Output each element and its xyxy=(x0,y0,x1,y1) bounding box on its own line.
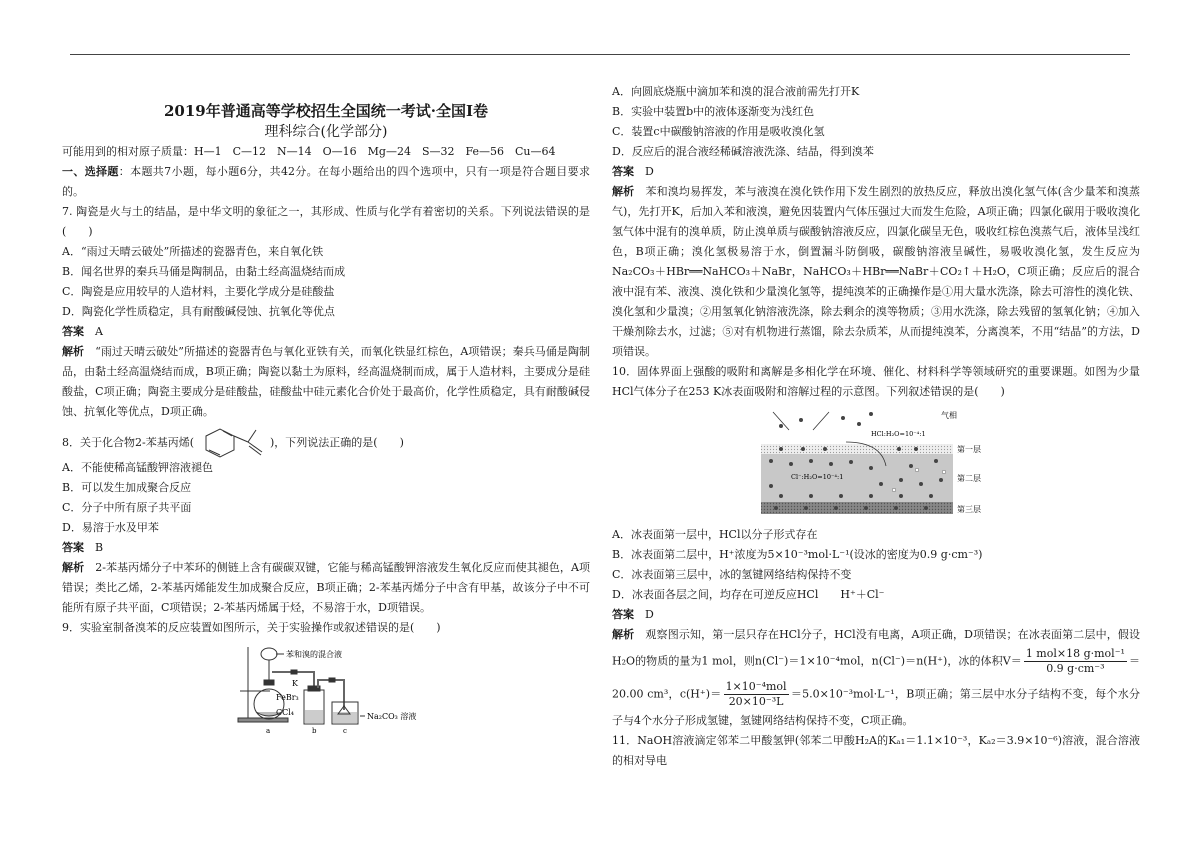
q9-stem: 9．实验室制备溴苯的反应装置如图所示，关于实验操作或叙述错误的是( ) xyxy=(62,621,441,634)
q8-answer xyxy=(62,538,590,558)
analysis-label: 解析 xyxy=(612,185,635,198)
left-column xyxy=(62,100,590,738)
header-rule xyxy=(70,54,1130,55)
answer-label: 答案 xyxy=(612,608,634,621)
q8-analysis xyxy=(62,558,590,618)
label-layer-1: 第一层 xyxy=(957,445,981,454)
q9-option-a: A．向圆底烧瓶中滴加苯和溴的混合液前需先打开K xyxy=(612,85,860,98)
q10-option-d: D．冰表面各层之间，均存在可逆反应HCl H⁺＋Cl⁻ xyxy=(612,588,885,601)
answer-value: D xyxy=(645,608,654,621)
analysis-text: 键，氢键网络结构保持不变，C项正确。 xyxy=(718,714,914,727)
analysis-label: 解析 xyxy=(62,345,85,358)
phenylpropene-structure xyxy=(194,428,270,458)
analysis-text: 品，由黏土经高温烧结而成，B项正确；陶瓷以黏土为原料，经高温烧制而成，属于人造材料，主要成分是硅酸 xyxy=(62,365,590,398)
analysis-text: 正确；溴化氢极易溶于水，倒置漏斗防倒吸，碳酸钠溶液呈碱性，易吸收溴化氢，发生反应为 Na₂CO₃＋ xyxy=(612,245,1140,278)
label-ccl4: CCl₄ xyxy=(276,708,295,717)
label-gas-phase: 气相 xyxy=(941,411,957,420)
analysis-text: 有机物进行蒸馏，除去杂质苯，从而提纯溴苯，分离溴苯，不用“结晶”的方法，D项错误。 xyxy=(612,325,1140,358)
answer-label: 答案 xyxy=(62,325,84,338)
answer-value: A xyxy=(95,325,103,338)
page-title: 2019年普通高等学校招生全国统一考试·全国Ⅰ卷 xyxy=(164,102,488,120)
bromobenzene-apparatus-figure xyxy=(226,642,426,734)
q8-stem-start: 8．关于化合物2-苯基丙烯( xyxy=(62,436,195,449)
atomic-masses: 可能用到的相对原子质量：H—1 C—12 N—14 O—16 Mg—24 S—32 Fe—56 Cu—64 xyxy=(62,145,556,158)
analysis-text: 化铁和少量溴化氢等，提纯溴苯的正确操作是①用大量水洗涤，除去可溶性的溴化铁、溴化氢和少量溴；②用氢 xyxy=(612,285,1140,318)
q10-option-b: B．冰表面第二层中，H⁺浓度为5×10⁻³mol·L⁻¹(设冰的密度为0.9 g·cm⁻³) xyxy=(612,548,983,561)
q7-analysis xyxy=(62,342,590,422)
q9-option-c: C．装置c中碳酸钠溶液的作用是吸收溴化氢 xyxy=(612,125,825,138)
analysis-text: “雨过天晴云破处”所描述的瓷器青色与氧化亚铁有关，而氧化铁显红棕色，A项错误；秦兵马俑是陶制 xyxy=(95,345,590,358)
label-febr3: FeBr₃ xyxy=(276,693,299,702)
fraction-denominator: 20×10⁻³L xyxy=(728,695,784,708)
label-hcl-ratio: HCl:H₂O=10⁻⁴:1 xyxy=(871,430,926,438)
label-k: K xyxy=(292,679,298,688)
q10-option-a: A．冰表面第一层中，HCl以分子形式存在 xyxy=(612,528,818,541)
q8-option-a: A．不能使稀高锰酸钾溶液褪色 xyxy=(62,461,213,474)
q8-option-b: B．可以发生加成聚合反应 xyxy=(62,481,192,494)
q7-option-b: B．闻名世界的秦兵马俑是陶制品，由黏土经高温烧结而成 xyxy=(62,265,346,278)
analysis-text: 有原子共平面，C项错误；2-苯基丙烯属于烃，不易溶于水，D项错误。 xyxy=(84,601,431,614)
volume-fraction xyxy=(1024,647,1127,676)
analysis-text: 盐，C项正确；陶瓷主要成分是硅酸盐，硅酸盐中硅元素化合价处于最高价，化学性质稳定，具有耐酸碱侵蚀、 xyxy=(62,385,590,418)
q8-option-d: D．易溶于水及甲苯 xyxy=(62,521,159,534)
label-a: a xyxy=(266,727,271,734)
q9-analysis xyxy=(612,182,1140,362)
analysis-text: 苯和溴均易挥发，苯与液溴在溴化铁作用下发生剧烈的放热反应，释放出溴化氢气体(含少量苯和溴蒸气)， xyxy=(612,185,1141,218)
section-heading xyxy=(62,162,590,202)
answer-label: 答案 xyxy=(612,165,634,178)
analysis-text: c(H⁺)＝ xyxy=(679,687,722,701)
q7-option-c: C．陶瓷是应用较早的人造材料，主要化学成分是硅酸盐 xyxy=(62,285,335,298)
label-b: b xyxy=(312,727,317,734)
analysis-text: 抗氧化等优点，D项正确。 xyxy=(84,405,214,418)
q7-option-d: D．陶瓷化学性质稳定，具有耐酸碱侵蚀、抗氧化等优点 xyxy=(62,305,335,318)
q8-option-c: C．分子中所有原子共平面 xyxy=(62,501,192,514)
concentration-fraction xyxy=(724,680,789,709)
q8-stem xyxy=(62,428,590,458)
analysis-text: 中混有的溴单质，防止溴单质与碳酸钠溶液反应，四氯化碳呈无色，吸收红棕色溴蒸气后，液体呈浅红色，B项 xyxy=(612,225,1140,258)
fraction-numerator: 1×10⁻⁴mol xyxy=(725,680,787,693)
q7-answer xyxy=(62,322,590,342)
answer-value: D xyxy=(645,165,654,178)
q9-option-b: B．实验中装置b中的液体逐渐变为浅红色 xyxy=(612,105,815,118)
analysis-label: 解析 xyxy=(62,561,85,574)
q10-stem-text: 10．固体界面上强酸的吸附和离解是多相化学在环境、催化、材料科学等领域研究的重要课题。如图为少量HCl气 xyxy=(612,365,1140,398)
label-c: c xyxy=(343,727,347,734)
answer-label: 答案 xyxy=(62,541,84,554)
analysis-text: 先打开K，后加入苯和液溴，避免因装置内气体压强过大而发生危险，A项正确；四氯化碳用于吸收溴化氢气体 xyxy=(612,205,1140,238)
q8-stem-end: )，下列说法正确的是( ) xyxy=(270,436,404,449)
analysis-text: 2-苯基丙烯分子中苯环的侧链上含有碳碳双键，它能与稀高锰酸钾溶液发生氧化反应而使其褪色，A项错 xyxy=(62,561,591,594)
fraction-numerator: 1 mol×18 g·mol⁻¹ xyxy=(1025,647,1125,660)
analysis-text: 观察图示知，第一层只存在HCl分子，HCl没有电离，A项正确，D项错误；在冰表面第二层中，假设 xyxy=(645,628,1140,641)
page-subtitle: 理科综合(化学部分) xyxy=(264,124,388,140)
analysis-text: ＝5.0×10⁻³mol·L⁻¹，B项正确；第三层中水分子结构不变，每个水分子与4个水分子形成氢 xyxy=(612,687,1140,727)
label-layer-3: 第三层 xyxy=(957,505,981,514)
section-label: 一、选择题 xyxy=(62,165,119,178)
q10-analysis xyxy=(612,625,1140,731)
analysis-label: 解析 xyxy=(612,628,635,641)
answer-value: B xyxy=(95,541,104,554)
label-na2co3: Na₂CO₃ 溶液 xyxy=(367,712,417,721)
ice-surface-hcl-figure xyxy=(751,406,1001,521)
label-layer-2: 第二层 xyxy=(957,474,981,483)
q9-option-d: D．反应后的混合液经稀碱溶液洗涤、结晶，得到溴苯 xyxy=(612,145,874,158)
right-column xyxy=(612,82,1140,771)
analysis-text: H₂O的物质的量为1 mol，则n(Cl⁻)＝1×10⁻⁴mol，n(Cl⁻)＝n(H⁺)，冰的体积V＝ xyxy=(612,654,1022,668)
q9-answer xyxy=(612,162,1140,182)
q7-option-a: A．“雨过天晴云破处”所描述的瓷器青色，来自氧化铁 xyxy=(62,245,324,258)
q10-stem-text: 体分子在253 K冰表面吸附和溶解过程的示意图。下列叙述错误的是( ) xyxy=(644,385,1005,398)
fraction-denominator: 0.9 g·cm⁻³ xyxy=(1046,662,1105,675)
q10-answer xyxy=(612,605,1140,625)
label-cl-ratio: Cl⁻:H₂O=10⁻⁴:1 xyxy=(791,473,844,481)
section-text: ：本题共7小题，每小题6分，共42分。在每小题给出的四个选项中，只有一项是符合题目要求的。 xyxy=(62,165,591,198)
analysis-text: ＝20.00 cm³， xyxy=(612,654,1140,701)
analysis-text: HBr══NaHCO₃＋NaBr，NaHCO₃＋HBr══NaBr＋CO₂↑＋H₂O，C项正确；反应后的混合液中混有苯、液溴、溴 xyxy=(612,265,1141,298)
q11-stem: 11．NaOH溶液滴定邻苯二甲酸氢钾(邻苯二甲酸H₂A的Kₐ₁＝1.1×10⁻³，Kₐ₂＝3.9×10⁻⁶)溶液，混合溶液的相对导电 xyxy=(612,734,1140,767)
label-mixture: 苯和溴的混合液 xyxy=(286,650,342,659)
q10-stem xyxy=(612,362,1140,402)
analysis-text: 误；类比乙烯，2-苯基丙烯能发生加成聚合反应，B项正确；2-苯基丙烯分子中含有甲基，故该分子中不可能所 xyxy=(62,581,590,614)
q7-stem: 7. 陶瓷是火与土的结晶，是中华文明的象征之一，其形成、性质与化学有着密切的关系。下列说法错误的是( ) xyxy=(62,205,590,238)
analysis-text: 氧化钠溶液洗涤，除去剩余的溴等物质；③用水洗涤，除去残留的氢氧化钠；④加入干燥剂除去水，过滤；⑤对 xyxy=(612,305,1140,338)
q10-option-c: C．冰表面第三层中，冰的氢键网络结构保持不变 xyxy=(612,568,852,581)
